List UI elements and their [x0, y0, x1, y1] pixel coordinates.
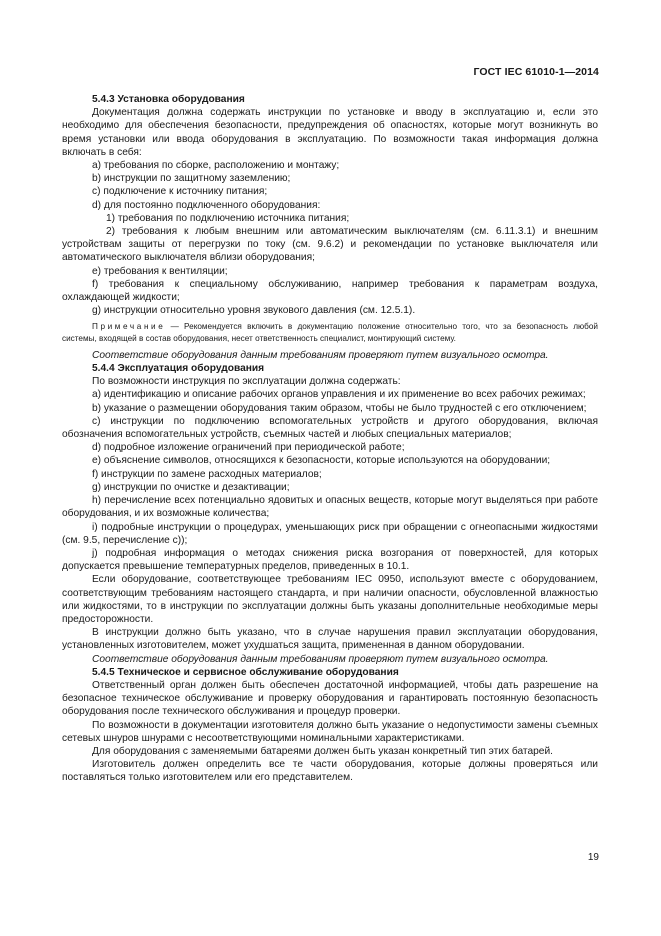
list-item: e) требования к вентиляции;: [92, 265, 228, 277]
paragraph: Для оборудования с заменяемыми батареями должен быть указан конкретный тип этих батарей.: [92, 745, 553, 757]
list-item: i) подробные инструкции о процедурах, уменьшающих риск при обращении с огнеопасными жидкостями (см. 9.5, перечисление с));: [62, 521, 598, 546]
paragraph: Если оборудование, соответствующее требованиям IEC 0950, используют вместе с оборудованием, соответствующим требованиям настоящего стандарта, и при наличии опасности, обусловленной влажностью или жидкостями, то в инструкции по эксплуатации должны быть указаны дополнительные необходимые меры предосторожности.: [62, 574, 598, 625]
list-item: c) подключение к источнику питания;: [92, 186, 268, 198]
compliance-statement: Соответствие оборудования данным требованиям проверяют путем визуального осмотра.: [92, 349, 549, 361]
paragraph: По возможности инструкция по эксплуатации должна содержать:: [92, 376, 401, 388]
list-item: h) перечисление всех потенциально ядовитых и опасных веществ, которые могут выделяться при работе оборудования, и их возможные количества;: [62, 495, 598, 520]
list-item: b) указание о размещении оборудования таким образом, чтобы не было трудностей с его отключением;: [92, 402, 587, 414]
list-item: j) подробная информация о методах снижения риска возгорания от поверхностей, для которых допускается превышение температурных пределов, приведенных в 10.1.: [62, 547, 598, 573]
section-heading-5-4-4: 5.4.4 Эксплуатация оборудования: [92, 363, 265, 375]
paragraph: Ответственный орган должен быть обеспечен достаточной информацией, чтобы дать разрешение на безопасное техническое обслуживание и проверку оборудования и гарантировать постоянную безопасность оборудования после технического обслуживания и процедур проверки.: [62, 679, 598, 718]
paragraph: Документация должна содержать инструкции по установке и вводу в эксплуатацию и, если это необходимо для обеспечения безопасности, предупреждения об опасностях, которые могут возникнуть во время установки или ввода оборудования в эксплуатацию. По возможности такая информация должна включать в себя:: [62, 107, 598, 158]
sub-list-item: 1) требования по подключению источника питания;: [106, 212, 350, 224]
paragraph: По возможности в документации изготовителя должно быть указание о недопустимости замены съемных сетевых шнуров шнурами с несоответствующими номинальными характеристиками.: [62, 719, 598, 744]
section-heading-5-4-3: 5.4.3 Установка оборудования: [92, 94, 245, 105]
sub-list-item: 2) требования к любым внешним или автоматическим выключателям (см. 6.11.3.1) и внешним устройствам защиты от перегрузки по току (см. 9.6.2) и рекомендации по установке выключателя или автоматического выключателя вблизи оборудования;: [62, 226, 598, 264]
paragraph: В инструкции должно быть указано, что в случае нарушения правил эксплуатации оборудования, установленных изготовителем, может ухудшаться защита, примененная в данном оборудовании.: [62, 627, 598, 652]
list-item: d) подробное изложение ограничений при периодической работе;: [92, 442, 405, 454]
page-number: 19: [587, 852, 599, 863]
document-header: ГОСТ IEC 61010-1—2014: [473, 66, 599, 78]
list-item: f) инструкции по замене расходных материалов;: [92, 468, 322, 480]
document-body: [62, 93, 598, 785]
list-item: g) инструкции относительно уровня звукового давления (см. 12.5.1).: [92, 305, 416, 317]
list-item: d) для постоянно подключенного оборудования:: [92, 199, 321, 211]
paragraph: Изготовитель должен определить все те части оборудования, которые должны проверяться или поставляться только изготовителем или его представителем.: [62, 759, 598, 784]
list-item: f) требования к специальному обслуживанию, например требования к параметрам воздуха, охлаждающей жидкости;: [62, 278, 598, 304]
list-item: e) объяснение символов, относящихся к безопасности, которые используются на оборудовании;: [92, 455, 551, 467]
list-item: c) инструкции по подключению вспомогательных устройств и другого оборудования, включая обозначения вспомогательных устройств, съемных частей и любых специальных материалов;: [62, 415, 598, 441]
note-text: — Рекомендуется включить в документацию положение относительно того, что за безопасность любой системы, входящей в состав оборудования, несет ответственность специалист, монтирующий систему.: [62, 322, 598, 343]
note: [62, 321, 598, 343]
list-item: g) инструкции по очистке и дезактивации;: [92, 481, 290, 493]
list-item: a) идентификацию и описание рабочих органов управления и их применение во всех рабочих режимах;: [92, 389, 586, 401]
section-heading-5-4-5: 5.4.5 Техническое и сервисное обслуживание оборудования: [92, 666, 399, 678]
list-item: a) требования по сборке, расположению и монтажу;: [92, 160, 340, 172]
list-item: b) инструкции по защитному заземлению;: [92, 173, 291, 185]
note-label: Примечание: [92, 322, 166, 332]
compliance-statement: Соответствие оборудования данным требованиям проверяют путем визуального осмотра.: [92, 653, 549, 665]
